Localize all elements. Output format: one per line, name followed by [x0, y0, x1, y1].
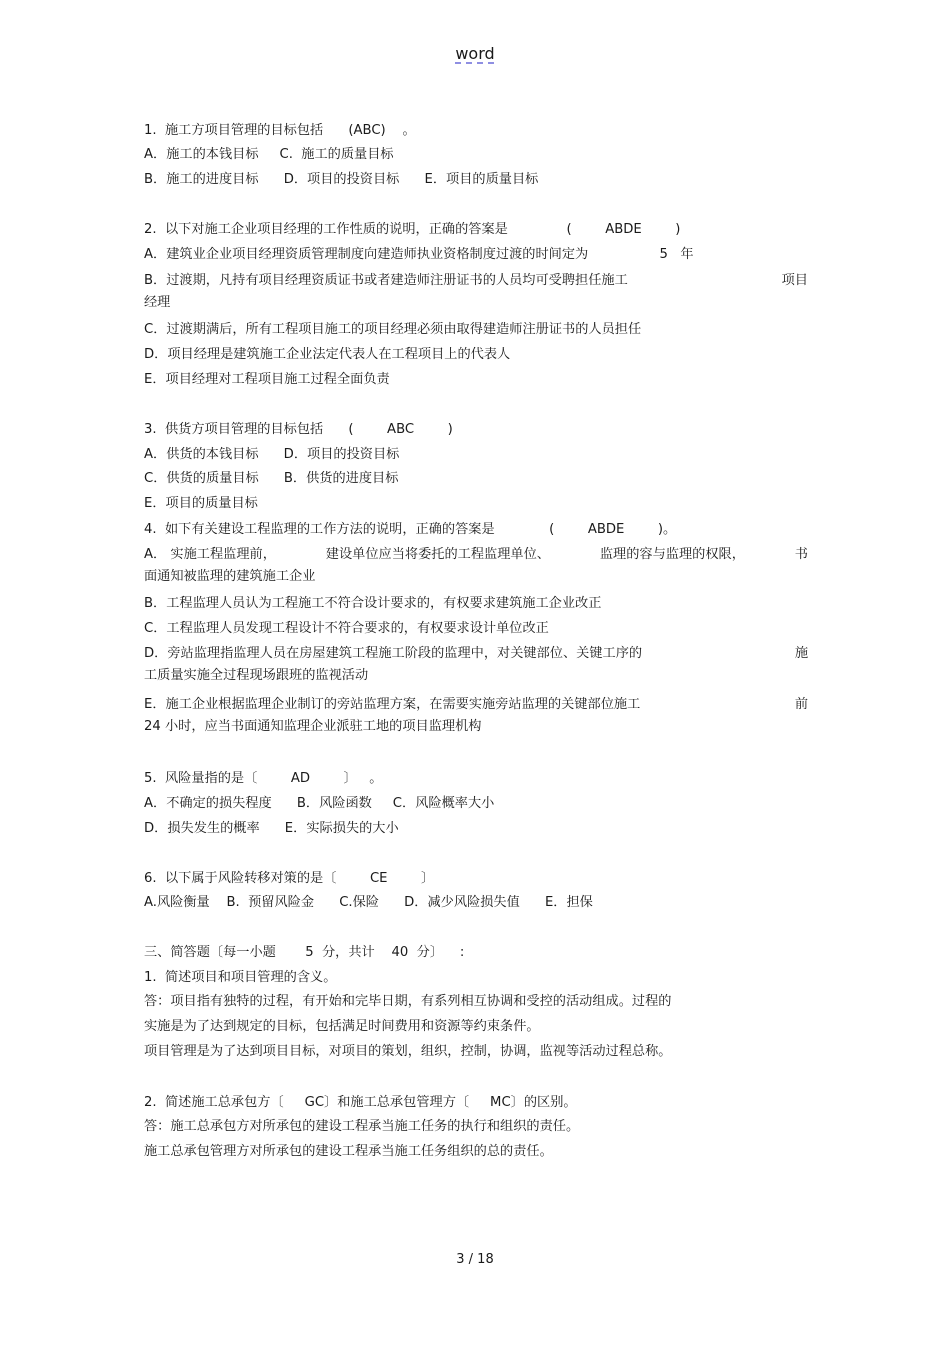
q3-options-line2: C．供货的质量目标 B．供货的进度目标 [144, 471, 399, 486]
q4-stem: 4. 如下有关建设工程监理的工作方法的说明，正确的答案是 ( ABDE )。 [144, 522, 677, 537]
q4-option-a-part2: 建设单位应当将委托的工程监理单位、 [325, 547, 550, 562]
q4-option-a [144, 544, 808, 588]
q2-option-b-text: B．过渡期，凡持有项目经理资质证书或者建造师注册证书的人员均可受聘担任施工 [144, 273, 628, 288]
q4-option-e [144, 694, 808, 738]
q1-stem: 1. 施工方项目管理的目标包括 (ABC) 。 [144, 123, 416, 138]
q4-option-e-text: E．施工企业根据监理企业制订的旁站监理方案，在需要实施旁站监理的关键部位施工 [144, 697, 641, 712]
q4-option-a-part4: 书 [794, 547, 808, 562]
section3-q2-answer-line2: 施工总承包管理方对所承包的建设工程承当施工任务组织的总的责任。 [144, 1144, 553, 1159]
q4-option-d-continued: 工质量实施全过程现场跟班的监视活动 [144, 668, 369, 683]
section3-heading: 三、简答题〔每一小题 5 分，共计 40 分〕 : [144, 945, 465, 960]
q1-options-line2: B．施工的进度目标 D．项目的投资目标 E．项目的质量目标 [144, 172, 539, 187]
q2-stem: 2. 以下对施工企业项目经理的工作性质的说明，正确的答案是 ( ABDE ) [144, 222, 681, 237]
q4-option-a-part3: 监理的容与监理的权限， [599, 547, 745, 562]
q3-stem: 3. 供货方项目管理的目标包括 ( ABC ) [144, 422, 453, 437]
section3-q1-answer-line3: 项目管理是为了达到项目目标，对项目的策划，组织，控制，协调，监视等活动过程总称。 [144, 1044, 672, 1059]
q3-options-line1: A．供货的本钱目标 D．项目的投资目标 [144, 447, 400, 462]
q3-options-line3: E．项目的质量目标 [144, 496, 258, 511]
q2-option-a: A．建筑业企业项目经理资质管理制度向建造师执业资格制度过渡的时间定为 5 年 [144, 247, 694, 262]
section3-q1-stem: 1. 简述项目和项目管理的含义。 [144, 970, 337, 985]
section3-q1-answer-line1: 答：项目指有独特的过程，有开始和完毕日期，有系列相互协调和受控的活动组成。过程的 [144, 994, 672, 1009]
section3-q2-stem: 2. 简述施工总承包方〔 GC〕和施工总承包管理方〔 MC〕的区别。 [144, 1095, 577, 1110]
q4-option-e-tail: 前 [794, 697, 808, 712]
q2-option-b [144, 270, 808, 314]
q4-option-e-continued: 24 小时，应当书面通知监理企业派驻工地的项目监理机构 [144, 719, 482, 734]
q4-option-b: B．工程监理人员认为工程施工不符合设计要求的，有权要求建筑施工企业改正 [144, 596, 602, 611]
q2-option-d: D．项目经理是建筑施工企业法定代表人在工程项目上的代表人 [144, 347, 511, 362]
q2-option-b-tail: 项目 [781, 273, 808, 288]
header-title: word [455, 44, 495, 63]
q4-option-d-tail: 施 [794, 646, 808, 661]
q5-options-line2: D．损失发生的概率 E．实际损失的大小 [144, 821, 399, 836]
q2-option-c: C．过渡期满后，所有工程项目施工的项目经理必须由取得建造师注册证书的人员担任 [144, 322, 642, 337]
q4-option-d [144, 643, 808, 687]
q5-options-line1: A．不确定的损失程度 B．风险函数 C．风险概率大小 [144, 796, 495, 811]
q2-option-e: E．项目经理对工程项目施工过程全面负责 [144, 372, 390, 387]
section3-q1-answer-line2: 实施是为了达到规定的目标，包括满足时间费用和资源等约束条件。 [144, 1019, 540, 1034]
q4-option-c: C．工程监理人员发现工程设计不符合要求的，有权要求设计单位改正 [144, 621, 549, 636]
q1-options-line1: A．施工的本钱目标 C. 施工的质量目标 [144, 147, 394, 162]
q5-stem: 5. 风险量指的是〔 AD 〕 。 [144, 771, 383, 786]
page-header [0, 44, 950, 63]
section3-q2-answer-line1: 答：施工总承包方对所承包的建设工程承当施工任务的执行和组织的责任。 [144, 1119, 580, 1134]
q4-option-a-part1: A． 实施工程监理前， [144, 547, 276, 562]
q4-option-a-continued: 面通知被监理的建筑施工企业 [144, 569, 316, 584]
q6-stem: 6. 以下属于风险转移对策的是〔 CE 〕 [144, 871, 435, 886]
page-number: 3 / 18 [456, 1252, 494, 1267]
q4-option-d-text: D．旁站监理指监理人员在房屋建筑工程施工阶段的监理中，对关键部位、关键工序的 [144, 646, 643, 661]
q6-options-line1: A.风险衡量 B. 预留风险金 C.保险 D．减少风险损失值 E．担保 [144, 895, 593, 910]
q2-option-b-continued: 经理 [144, 295, 171, 310]
